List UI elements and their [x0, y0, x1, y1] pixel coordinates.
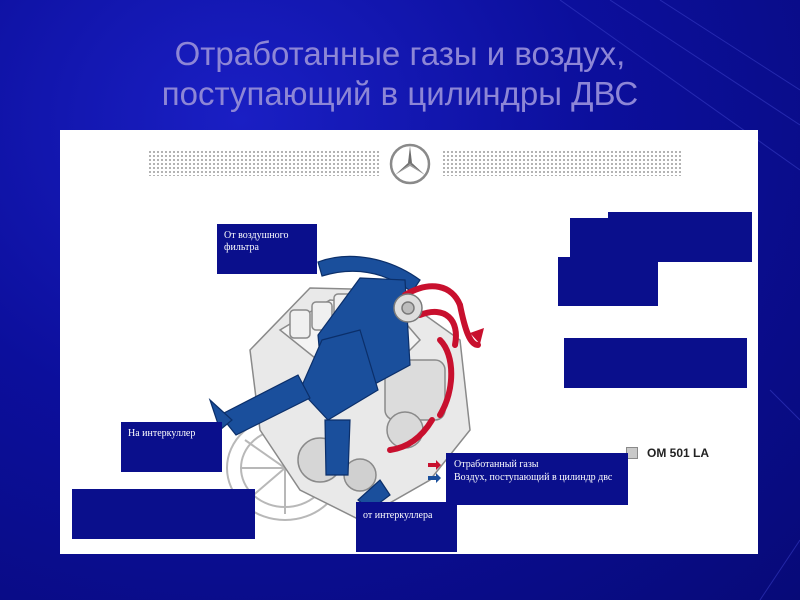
- turbo-shape: [394, 294, 422, 322]
- placeholder-box-mid: [558, 257, 658, 306]
- title-line-2: поступающий в цилиндры ДВС: [161, 75, 639, 112]
- legend-arrows: [426, 460, 442, 486]
- legend-intake-label: Воздух, поступающий в цилиндр двс: [454, 472, 613, 483]
- label-to-intercooler: На интеркуллер: [121, 422, 222, 472]
- exhaust-legend-arrow-icon: [428, 460, 441, 470]
- engine-model-label: OM 501 LA: [647, 446, 710, 460]
- engine-figure: [60, 130, 758, 554]
- intake-legend-arrow-icon: [428, 473, 441, 483]
- legend-box: [446, 453, 628, 505]
- label-from-air-filter: От воздушного фильтра: [217, 224, 317, 274]
- title-line-1: Отработанные газы и воздух,: [174, 35, 626, 72]
- slide-title: [0, 34, 800, 114]
- placeholder-box-bottom-left: [72, 489, 255, 539]
- placeholder-box-top-1: [570, 218, 608, 262]
- legend-exhaust-label: Отработанный газы: [454, 459, 539, 470]
- engine-model-tag: [626, 446, 709, 460]
- placeholder-box-right: [564, 338, 747, 388]
- label-from-intercooler: от интеркуллера: [356, 502, 457, 552]
- placeholder-box-top-2: [608, 212, 752, 262]
